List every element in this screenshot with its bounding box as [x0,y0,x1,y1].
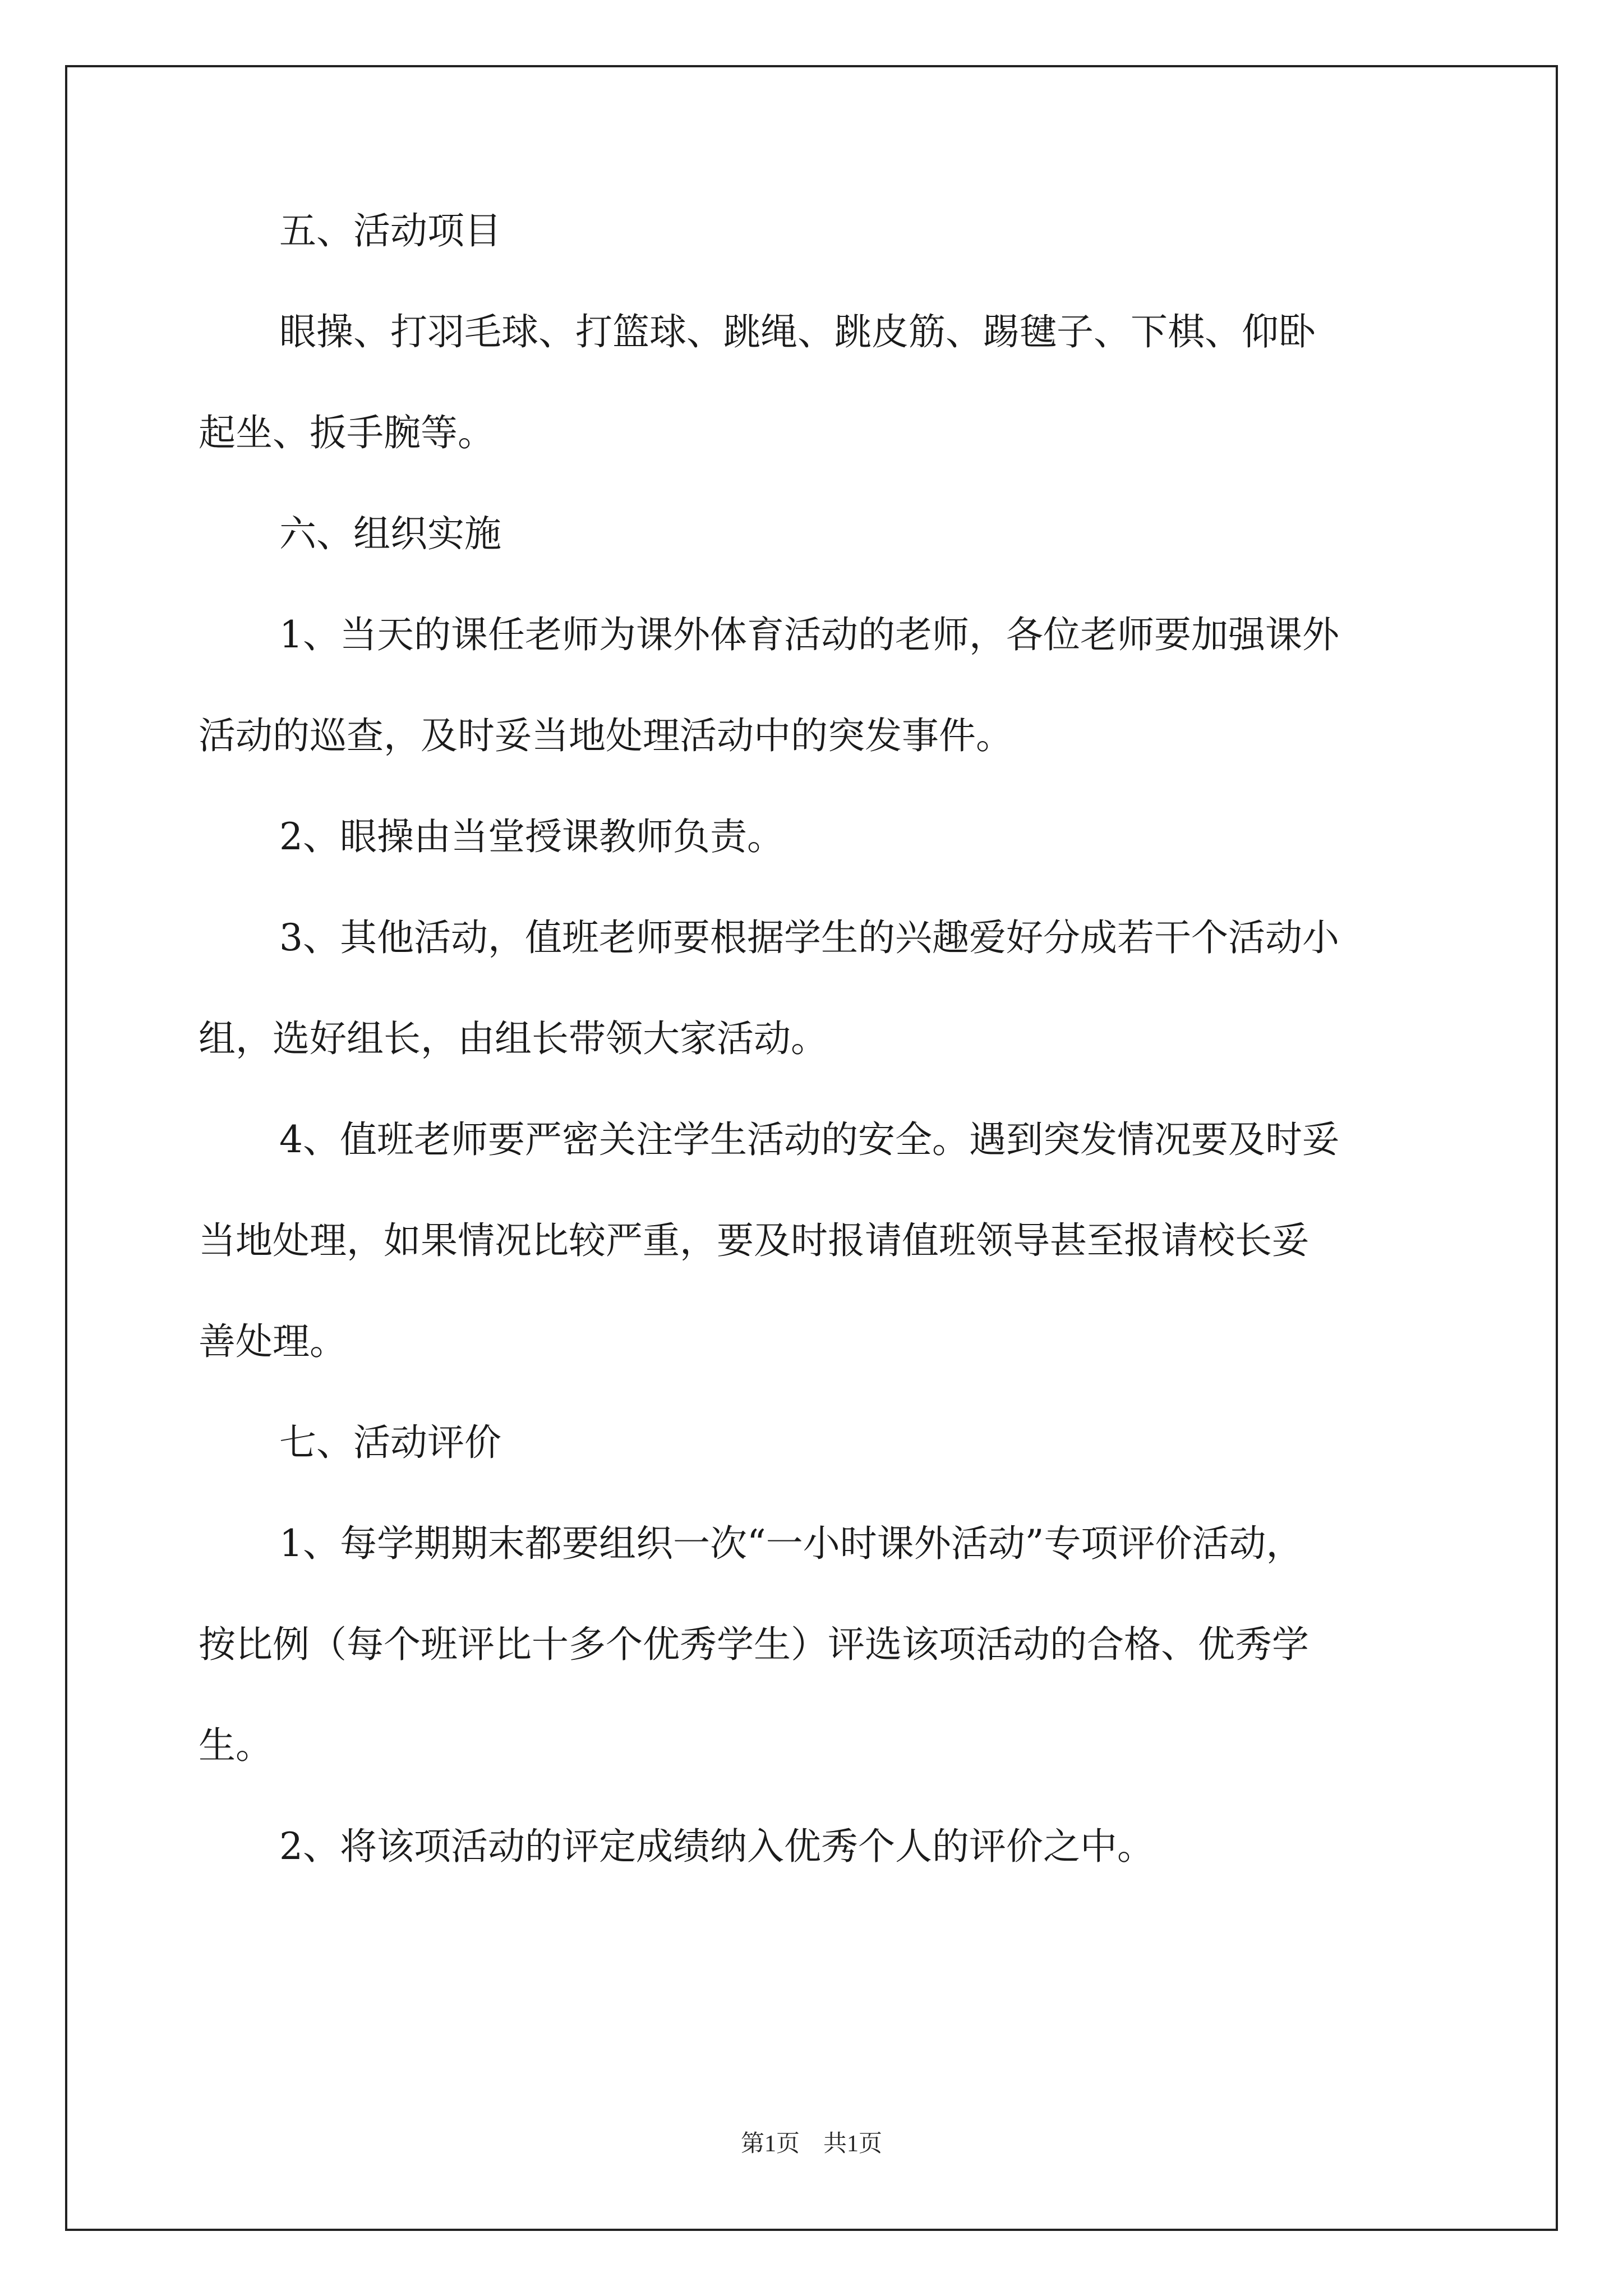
paragraph-first-line: 五、活动项目 [279,209,501,252]
paragraph-continuation-line: 生。 [199,1724,273,1767]
paragraph-first-line: 七、活动评价 [279,1421,501,1464]
paragraph-continuation-line: 组，选好组长，由组长带领大家活动。 [199,1017,828,1060]
paragraph-continuation-line: 当地处理，如果情况比较严重，要及时报请值班领导甚至报请校长妥 [199,1219,1309,1262]
paragraph-first-line: 2、将该项活动的评定成绩纳入优秀个人的评价之中。 [279,1825,1154,1868]
paragraph-continuation-line: 按比例（每个班评比十多个优秀学生）评选该项活动的合格、优秀学 [199,1623,1309,1666]
paragraph-first-line: 1、每学期期末都要组织一次“一小时课外活动”专项评价活动， [279,1522,1303,1565]
paragraph-first-line: 3、其他活动，值班老师要根据学生的兴趣爱好分成若干个活动小 [279,916,1339,959]
paragraph-continuation-line: 起坐、扳手腕等。 [199,411,495,454]
paragraph-first-line: 1、当天的课任老师为课外体育活动的老师，各位老师要加强课外 [279,613,1339,656]
paragraph-continuation-line: 善处理。 [199,1320,347,1363]
paragraph-first-line: 眼操、打羽毛球、打篮球、跳绳、跳皮筋、踢毽子、下棋、仰卧 [279,310,1316,353]
paragraph-first-line: 4、值班老师要严密关注学生活动的安全。遇到突发情况要及时妥 [279,1118,1339,1161]
paragraph-continuation-line: 活动的巡查，及时妥当地处理活动中的突发事件。 [199,714,1013,757]
paragraph-first-line: 2、眼操由当堂授课教师负责。 [279,815,784,858]
paragraph-first-line: 六、组织实施 [279,512,501,555]
page-footer: 第1页 共1页 [740,2131,882,2157]
